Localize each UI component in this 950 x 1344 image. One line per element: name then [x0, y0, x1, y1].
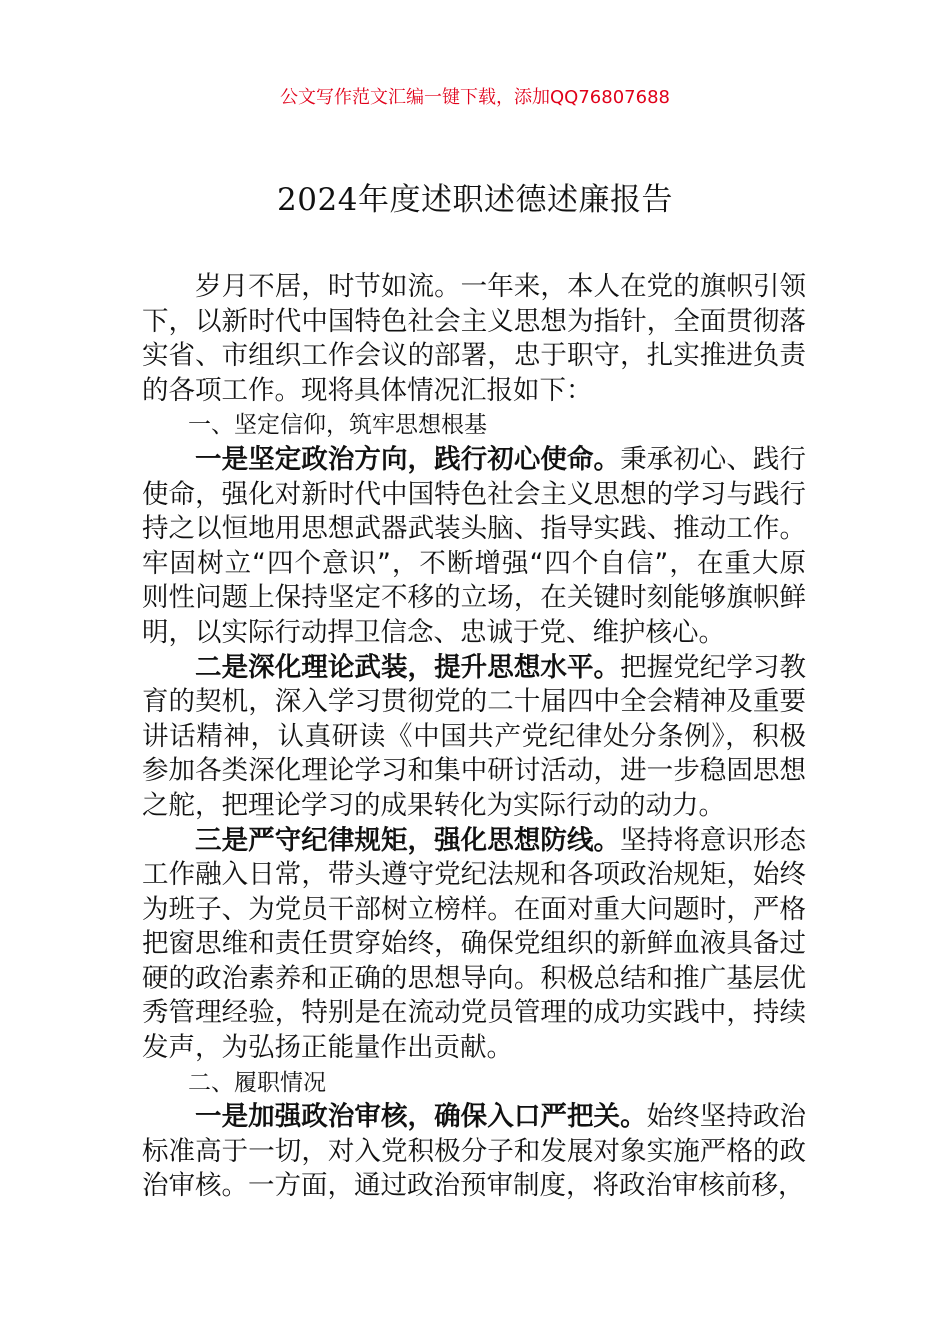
paragraph-3: [142, 824, 806, 1066]
intro-paragraph: [142, 270, 806, 408]
paragraph-lead: 一是加强政治审核，确保入口严把关。: [195, 1101, 647, 1133]
section-heading-1: 一、坚定信仰，筑牢思想根基: [188, 412, 487, 439]
section-heading-2: 二、履职情况: [188, 1069, 326, 1096]
paragraph-text: 始终坚持政治标准高于一切，对入党积极分子和发展对象实施严格的政治审核。一方面，通过政治预审制度，将政治审核前移，: [142, 1101, 807, 1202]
paragraph-4: [142, 1100, 806, 1204]
paragraph-text: 坚持将意识形态工作融入日常，带头遵守党纪法规和各项政治规矩，始终为班子、为党员干部树立榜样。在面对重大问题时，严格把窗思维和责任贯穿始终，确保党组织的新鲜血液具备过硬的政治素养和正确的思想导向。积极总结和推广基层优秀管理经验，特别是在流动党员管理的成功实践中，持续发声，为弘扬正能量作出贡献。: [142, 824, 807, 1064]
paragraph-text: 秉承初心、践行使命，强化对新时代中国特色社会主义思想的学习与践行持之以恒地用思想武器武装头脑、指导实践、推动工作。牢固树立“四个意识”，不断增强“四个自信”，在重大原则性问题上保持坚定不移的立场，在关键时刻能够旗帜鲜明，以实际行动捍卫信念、忠诚于党、维护核心。: [142, 443, 807, 648]
header-note: 公文写作范文汇编一键下载，添加QQ76807688: [280, 87, 670, 108]
paragraph-text: 岁月不居，时节如流。一年来，本人在党的旗帜引领下，以新时代中国特色社会主义思想为指针，全面贯彻落实省、市组织工作会议的部署，忠于职守，扎实推进负责的各项工作。现将具体情况汇报如下：: [142, 271, 806, 406]
paragraph-text: 把握党纪学习教育的契机，深入学习贯彻党的二十届四中全会精神及重要讲话精神，认真研读《中国共产党纪律处分条例》，积极参加各类深化理论学习和集中研讨活动，进一步稳固思想之舵，把理论学习的成果转化为实际行动的动力。: [142, 651, 807, 821]
paragraph-1: [142, 443, 806, 651]
paragraph-2: [142, 651, 806, 824]
document-body: [142, 270, 806, 1204]
paragraph-lead: 二是深化理论武装，提升思想水平。: [195, 651, 621, 683]
document-title: 2024年度述职述德述廉报告: [277, 182, 673, 218]
paragraph-lead: 一是坚定政治方向，践行初心使命。: [195, 443, 621, 475]
paragraph-lead: 三是严守纪律规矩，强化思想防线。: [195, 824, 621, 856]
